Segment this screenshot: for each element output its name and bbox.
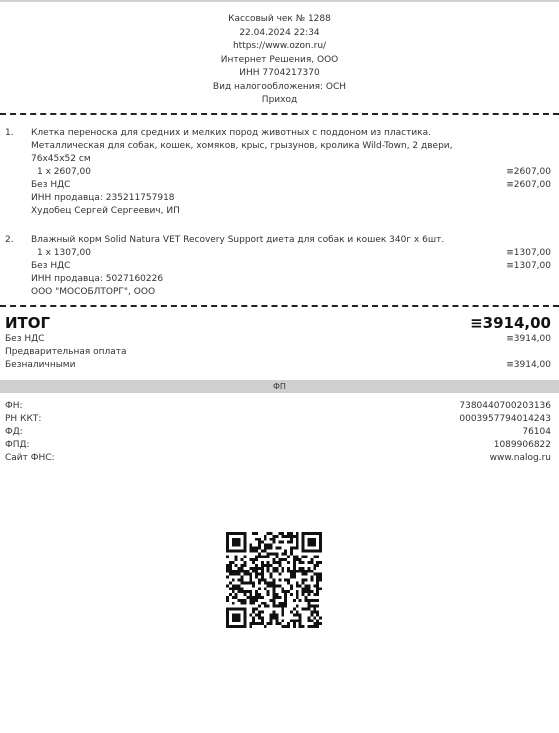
company-name: Интернет Решения, ООО <box>220 54 339 65</box>
tax-system: Вид налогообложения: ОСН <box>212 81 347 92</box>
item-qty-row <box>0 166 559 179</box>
fiscal-label: ФН: <box>5 401 23 411</box>
item-name-line: Металлическая для собак, кошек, хомяков, крыс, грызунов, кролика Wild-Town, 2 двери, <box>31 141 453 151</box>
total-row <box>0 314 559 333</box>
item-name-line: Влажный корм Solid Natura VET Recovery Support диета для собак и кошек 340г х 6шт. <box>31 235 445 245</box>
total-vat-label: Без НДС <box>5 334 45 344</box>
company-inn: ИНН 7704217370 <box>239 68 320 78</box>
fiscal-value: 1089906822 <box>493 440 551 450</box>
item-qty-amount: ≡1307,00 <box>506 248 551 258</box>
item-seller-name: ООО "МОСОБЛТОРГ", ООО <box>31 287 156 297</box>
fiscal-label: ФД: <box>5 427 23 437</box>
cashless-row <box>0 359 559 372</box>
list-item <box>0 127 559 231</box>
fiscal-value: 76104 <box>522 427 551 437</box>
fiscal-label: Сайт ФНС: <box>5 453 55 463</box>
total-label: ИТОГ <box>5 314 51 332</box>
divider <box>0 305 559 307</box>
top-border <box>0 0 559 2</box>
item-seller-name: Худобец Сергей Сергеевич, ИП <box>31 206 180 216</box>
item-vat-amount: ≡2607,00 <box>506 180 551 190</box>
prepay-label: Предварительная оплата <box>5 347 127 357</box>
item-vat-row <box>0 179 559 192</box>
item-number: 2. <box>5 235 14 245</box>
item-seller-inn: ИНН продавца: 235211757918 <box>31 193 175 203</box>
fiscal-row <box>0 400 559 413</box>
fp-bar: ФП <box>0 380 559 393</box>
total-vat-row <box>0 333 559 346</box>
item-vat-label: Без НДС <box>31 261 71 271</box>
fiscal-row <box>0 439 559 452</box>
item-name-line: 76х45х52 см <box>31 154 91 164</box>
fiscal-value: 7380440700203136 <box>459 401 551 411</box>
list-item <box>0 234 559 299</box>
item-seller-inn: ИНН продавца: 5027160226 <box>31 274 164 284</box>
fiscal-row <box>0 426 559 439</box>
fiscal-value: www.nalog.ru <box>489 453 551 463</box>
item-qty-price: 1 x 2607,00 <box>37 167 91 177</box>
item-number: 1. <box>5 128 14 138</box>
item-vat-row <box>0 260 559 273</box>
fiscal-label: ФПД: <box>5 440 30 450</box>
totals <box>0 314 559 372</box>
item-qty-row <box>0 247 559 260</box>
item-qty-amount: ≡2607,00 <box>506 167 551 177</box>
total-vat-amount: ≡3914,00 <box>506 334 551 344</box>
fiscal-row <box>0 452 559 465</box>
cashless-label: Безналичными <box>5 360 76 370</box>
item-qty-price: 1 x 1307,00 <box>37 248 91 258</box>
items-list <box>0 127 559 299</box>
receipt-title: Кассовый чек № 1288 <box>228 14 331 24</box>
fiscal-value: 0003957794014243 <box>459 414 551 424</box>
prepay-row <box>0 346 559 359</box>
fiscal-row <box>0 413 559 426</box>
qr-code-icon <box>226 532 322 628</box>
operation-type: Приход <box>261 95 298 105</box>
item-vat-label: Без НДС <box>31 180 71 190</box>
divider <box>0 113 559 115</box>
fiscal-label: РН ККТ: <box>5 414 42 424</box>
cashless-amount: ≡3914,00 <box>506 360 551 370</box>
item-name-line: Клетка переноска для средних и мелких пород животных с поддоном из пластика. <box>31 128 431 138</box>
receipt-datetime: 22.04.2024 22:34 <box>239 27 320 38</box>
item-vat-amount: ≡1307,00 <box>506 261 551 271</box>
total-amount: ≡3914,00 <box>470 314 551 332</box>
store-url: https://www.ozon.ru/ <box>232 41 327 51</box>
fiscal-data <box>0 400 559 465</box>
receipt-header <box>0 13 559 108</box>
